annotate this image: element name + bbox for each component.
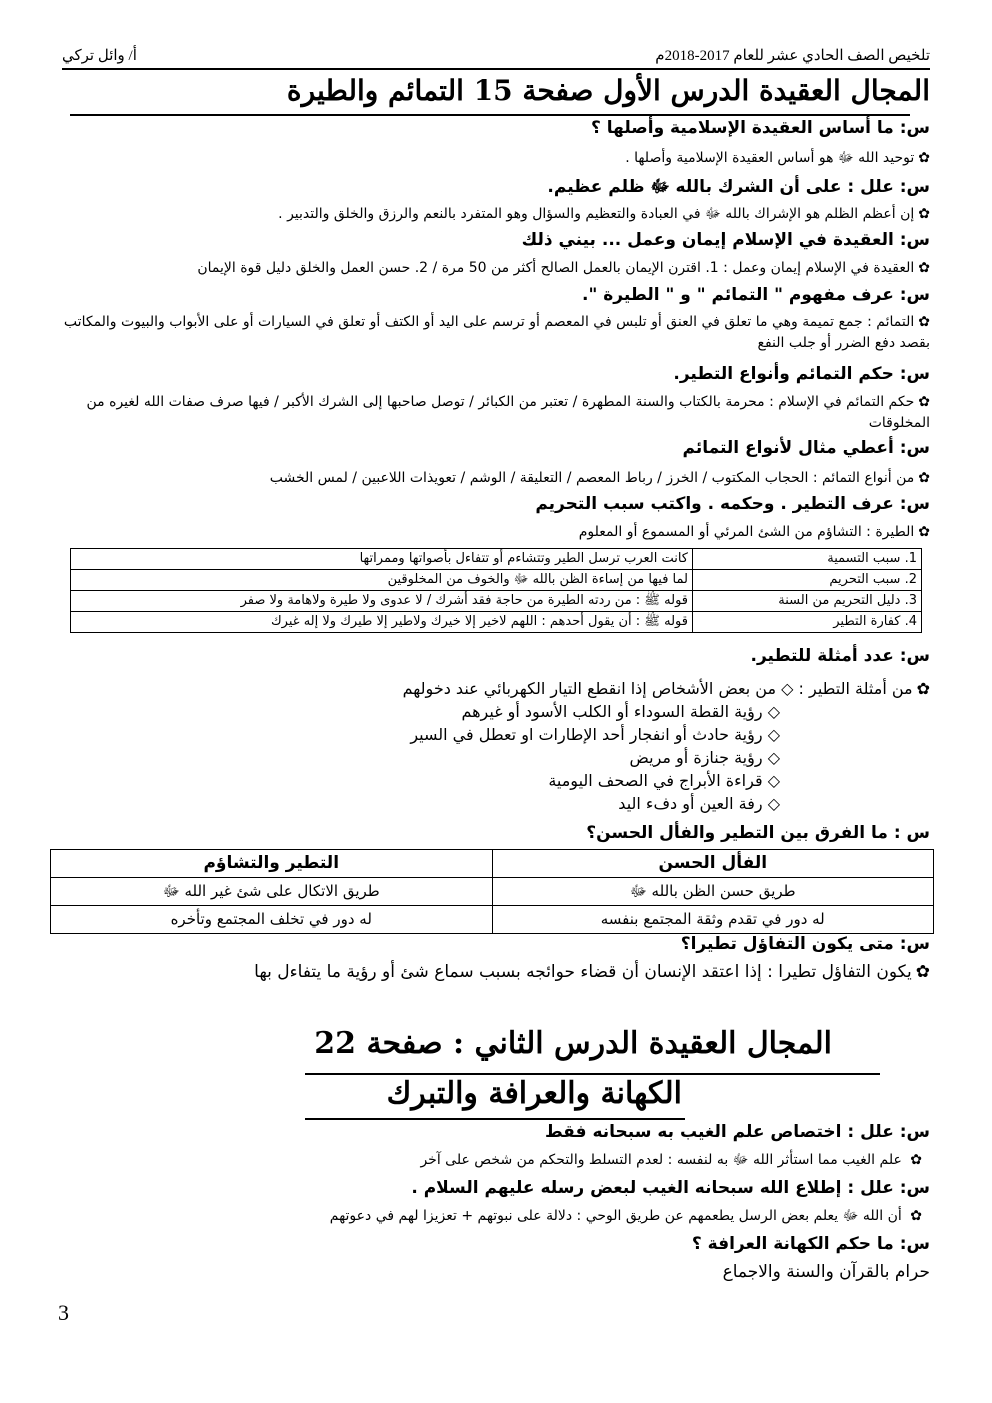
table-cell-value: كانت العرب ترسل الطير وتتشاءم أو تتفاءل بأصواتها وممراتها [71, 549, 693, 570]
lesson2-subtitle-underline [305, 1118, 685, 1120]
list-item: ◇ قراءة الأبراج في الصحف اليومية [548, 771, 780, 790]
flower-bullet-icon: ✿ [910, 1152, 922, 1168]
answer-10: ✿يكون التفاؤل تطيرا : إذا اعتقد الإنسان أن قضاء حوائجه بسبب سماع شئ أو رؤية ما يتفاءل بها [254, 962, 930, 982]
table-cell-label: 2. سبب التحريم [693, 570, 922, 591]
diamond-bullet-icon: ◇ [767, 748, 780, 767]
lesson2-subtitle: الكهانة والعرافة والتبرك [386, 1076, 682, 1111]
table-row [51, 906, 934, 934]
header-divider [62, 68, 930, 70]
table-row [71, 612, 922, 633]
page-number: 3 [58, 1300, 69, 1325]
flower-bullet-icon: ✿ [918, 260, 930, 276]
answer-1: ✿توحيد الله ﷻ هو أساس العقيدة الإسلامية وأصلها . [625, 150, 930, 166]
table-row [71, 549, 922, 570]
lesson2-answer-3: حرام بالقرآن والسنة والاجماع [722, 1262, 930, 1282]
diamond-bullet-icon: ◇ [767, 702, 780, 721]
question-10: س: متى يكون التفاؤل تطيرا؟ [680, 934, 930, 954]
table-row [71, 570, 922, 591]
table-cell-label: 3. دليل التحريم من السنة [693, 591, 922, 612]
table-cell: طريق حسن الظن بالله ﷻ [492, 878, 934, 906]
table-cell-value: قوله ﷺ : من ردته الطيرة من حاجة فقد أشرك / لا عدوى ولا طيرة ولاهامة ولا صفر [71, 591, 693, 612]
answer-7: ✿الطيرة : التشاؤم من الشئ المرئي أو المسموع أو المعلوم [578, 524, 930, 540]
lesson2-title-underline [305, 1073, 880, 1075]
table-cell-label: 4. كفارة التطير [693, 612, 922, 633]
lesson2-question-2: س: علل : إطلاع الله سبحانه الغيب لبعض رسله عليهم السلام . [411, 1178, 930, 1198]
flower-bullet-icon: ✿ [918, 150, 930, 166]
lesson2-question-1: س: علل : اختصاص علم الغيب به سبحانه فقط [544, 1122, 930, 1142]
column-header-tatayyur: التطير والتشاؤم [51, 850, 493, 878]
question-2: س: علل : على أن الشرك بالله ﷻ ظلم عظيم. [547, 177, 930, 197]
question-5: س: حكم التمائم وأنواع التطير. [673, 364, 930, 384]
answer-4: ✿التمائم : جمع تميمة وهي ما تعلق في العنق أو تلبس في المعصم أو ترسم على اليد أو الكتف أو تعلق في السيارات أو على الأبواب والبيوت والمكاتب بقصد دفع الضرر أو جلب النفع [63, 314, 930, 351]
answer-5: ✿حكم التمائم في الإسلام : محرمة بالكتاب والسنة المطهرة / تعتبر من الكبائر / توصل صاحبها إلى الشرك الأكبر / فيها صرف صفات الله لغيره من المخلوقات [86, 394, 930, 431]
table-cell-value: لما فيها من إساءة الظن بالله ﷻ والخوف من المخلوقين [71, 570, 693, 591]
flower-bullet-icon: ✿ [918, 314, 930, 330]
list-item: ◇ رفة العين أو دفء اليد [618, 794, 780, 813]
flower-bullet-icon: ✿ [916, 679, 930, 698]
question-8: س: عدد أمثلة للتطير. [750, 646, 930, 666]
list-item: ◇ رؤية جنازة أو مريض [629, 748, 780, 767]
flower-bullet-icon: ✿ [918, 394, 930, 410]
flower-bullet-icon: ✿ [910, 1208, 922, 1224]
table-cell-label: 1. سبب التسمية [693, 549, 922, 570]
table-header-row [51, 850, 934, 878]
diamond-bullet-icon: ◇ [781, 679, 794, 698]
header-course-title: تلخيص الصف الحادي عشر للعام 2017-2018م [655, 48, 930, 64]
question-7: س: عرف التطير . وحكمه . واكتب سبب التحريم [535, 494, 930, 514]
list-item: ✿من أمثلة التطير : ◇ من بعض الأشخاص إذا انقطع التيار الكهربائي عند دخولهم [402, 679, 930, 698]
tatayyur-table [70, 548, 922, 633]
list-item: ◇ رؤية حادث أو انفجار أحد الإطارات او تعطل في السير [410, 725, 780, 744]
flower-bullet-icon: ✿ [918, 470, 930, 486]
lesson2-answer-2: ✿ أن الله ﷻ يعلم بعض الرسل يطعمهم عن طريق الوحي : دلالة على نبوتهم + تعزيزا لهم في دعوتهم [329, 1208, 922, 1224]
lesson2-title: المجال العقيدة الدرس الثاني : صفحة 22 [314, 1026, 832, 1061]
answer-6: ✿من أنواع التمائم : الحجاب المكتوب / الخرز / رباط المعصم / التعليقة / الوشم / تعويذات اللاعبين / لمس الخشب [269, 470, 930, 486]
answer-2: ✿إن أعظم الظلم هو الإشراك بالله ﷻ في العبادة والتعظيم والسؤال وهو المتفرد بالنعم والرزق والخلق والتدبير . [278, 206, 930, 222]
table-row [71, 591, 922, 612]
table-cell: له دور في تقدم وثقة المجتمع بنفسه [492, 906, 934, 934]
header-author: أ/ وائل تركي [62, 48, 137, 64]
table-cell: طريق الاتكال على شئ غير الله ﷻ [51, 878, 493, 906]
list-item: ◇ رؤية القطة السوداء أو الكلب الأسود أو غيرهم [461, 702, 780, 721]
flower-bullet-icon: ✿ [915, 962, 930, 982]
flower-bullet-icon: ✿ [918, 206, 930, 222]
comparison-table [50, 849, 934, 934]
table-row [51, 878, 934, 906]
lesson2-question-3: س: ما حكم الكهانة العرافة ؟ [691, 1234, 930, 1254]
table-cell: له دور في تخلف المجتمع وتأخره [51, 906, 493, 934]
diamond-bullet-icon: ◇ [767, 771, 780, 790]
question-9: س : ما الفرق بين التطير والفأل الحسن؟ [586, 823, 930, 843]
question-1: س: ما أساس العقيدة الإسلامية وأصلها ؟ [590, 118, 930, 138]
question-6: س: أعطي مثال لأنواع التمائم [682, 438, 930, 458]
diamond-bullet-icon: ◇ [767, 725, 780, 744]
diamond-bullet-icon: ◇ [767, 794, 780, 813]
lesson1-title: المجال العقيدة الدرس الأول صفحة 15 التمائم والطيرة [286, 74, 930, 107]
table-cell-value: قوله ﷺ : أن يقول أحدهم : اللهم لاخير إلا خيرك ولاطير إلا طيرك ولا إله غيرك [71, 612, 693, 633]
answer-3: ✿العقيدة في الإسلام إيمان وعمل : 1. اقترن الإيمان بالعمل الصالح أكثر من 50 مرة / 2. حسن العمل والخلق دليل قوة الإيمان [197, 260, 930, 276]
lesson2-answer-1: ✿ علم الغيب مما استأثر الله ﷻ به لنفسه : لعدم التسلط والتحكم من شخص على آخر [420, 1152, 922, 1168]
question-3: س: العقيدة في الإسلام إيمان وعمل ... بيني ذلك [521, 230, 930, 250]
question-4: س: عرف مفهوم " التمائم " و " الطيرة ". [582, 285, 930, 305]
flower-bullet-icon: ✿ [918, 524, 930, 540]
examples-list [70, 677, 930, 815]
lesson1-title-underline [70, 114, 910, 116]
column-header-fal: الفأل الحسن [492, 850, 934, 878]
